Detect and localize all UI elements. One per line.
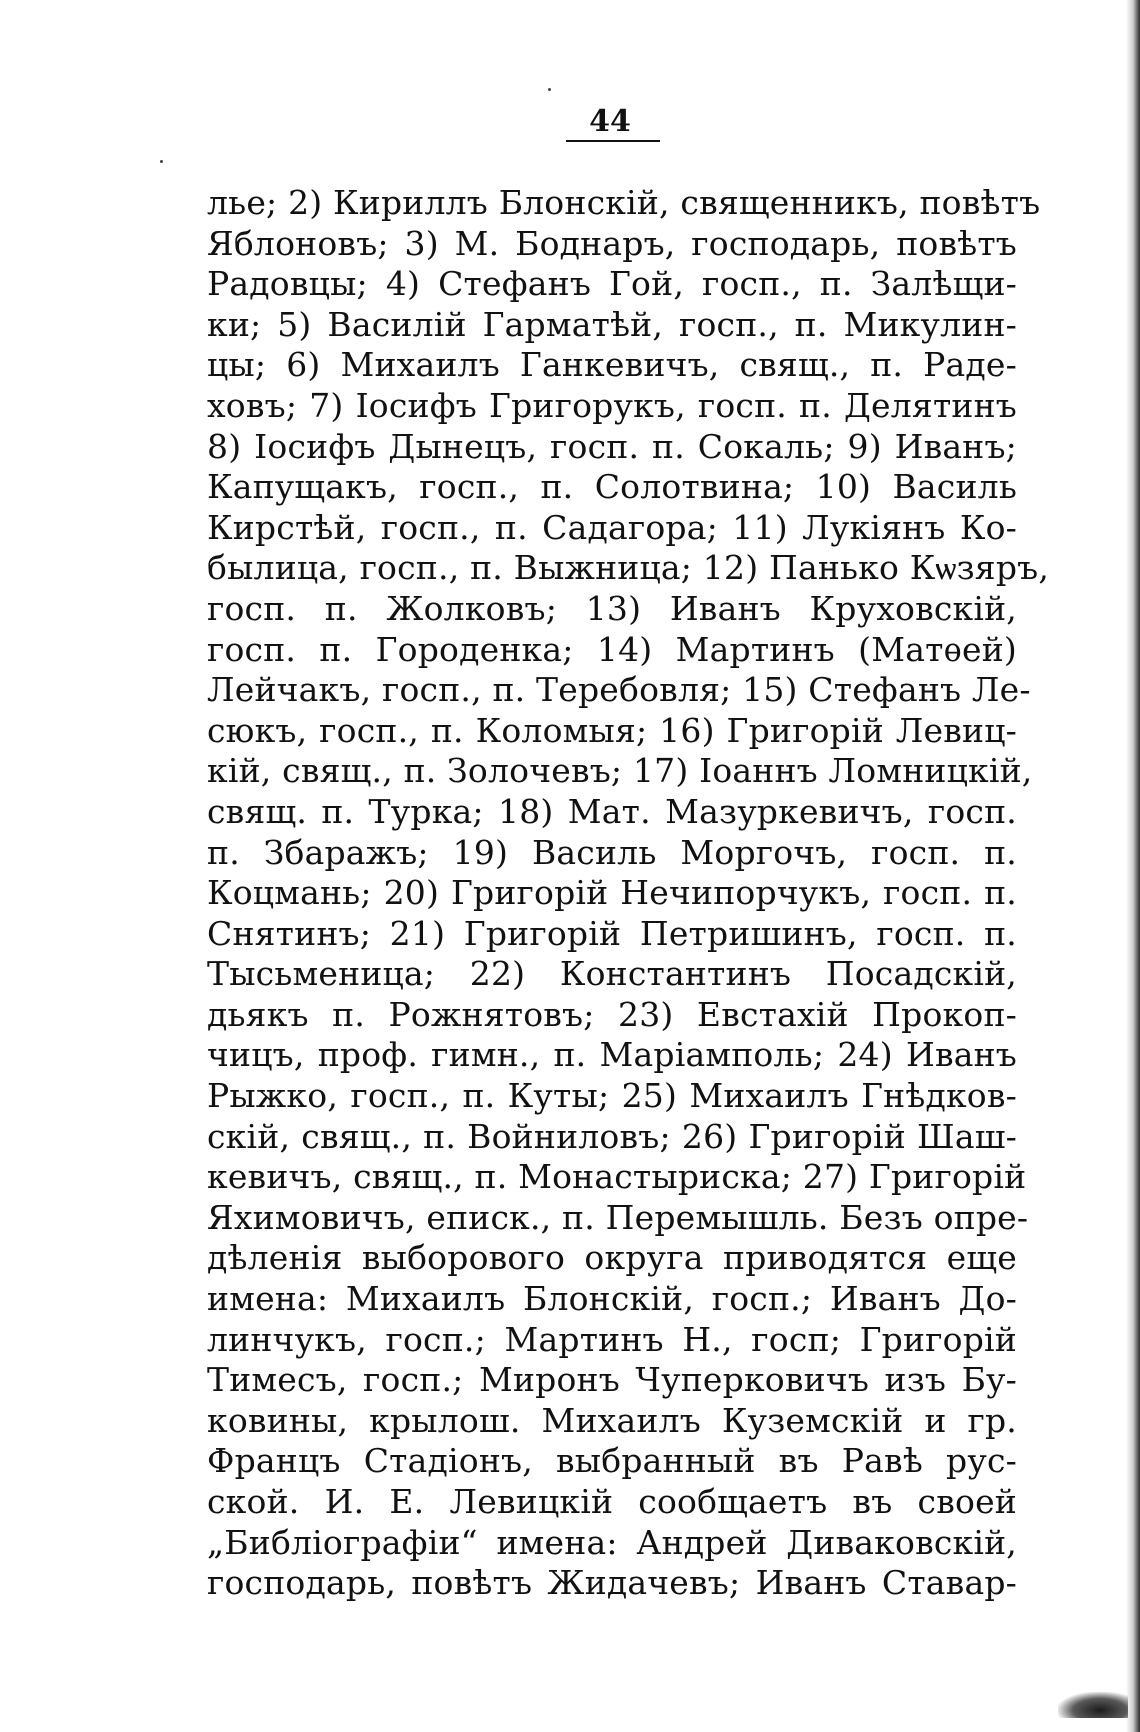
text-line: Лейчакъ, госп., п. Теребовля; 15) Стефанъ Ле- xyxy=(207,670,1031,710)
text-line: Тысьменица; 22) Константинъ Посадскій, xyxy=(207,954,1017,994)
text-line: госп. п. Жолковъ; 13) Иванъ Круховскій, xyxy=(207,588,1017,628)
text-line: Тимесъ, госп.; Миронъ Чуперковичъ изъ Бу- xyxy=(207,1360,1017,1400)
text-line: Рыжко, госп., п. Куты; 25) Михаилъ Гнѣдков- xyxy=(207,1076,1017,1116)
text-line: дѣленія выборового округа приводятся еще xyxy=(207,1238,1017,1278)
text-line: Кирстѣй, госп., п. Садагора; 11) Лукіянъ Ко- xyxy=(207,507,1017,547)
text-line: дьякъ п. Рожнятовъ; 23) Евстахій Прокоп- xyxy=(207,994,1017,1034)
text-line: линчукъ, госп.; Мартинъ Н., госп; Григорій xyxy=(207,1319,1017,1359)
text-line: чицъ, проф. гимн., п. Маріамполь; 24) Иванъ xyxy=(207,1035,1017,1075)
text-line: скій, свящ., п. Войниловъ; 26) Григорій Шаш- xyxy=(207,1116,1017,1156)
text-line: Снятинъ; 21) Григорій Петришинъ, госп. п. xyxy=(207,913,1017,953)
text-line: былица, госп., п. Выжница; 12) Панько Кѡзяръ, xyxy=(207,548,1050,588)
text-line: ской. И. Е. Левицкій сообщаетъ въ своей xyxy=(207,1482,1017,1521)
text-line: кевичъ, свящ., п. Монастыриска; 27) Григорій xyxy=(207,1157,1027,1197)
text-line: Радовцы; 4) Стефанъ Гой, госп., п. Залѣщи- xyxy=(207,264,1017,304)
text-line: Капущакъ, госп., п. Солотвина; 10) Василь xyxy=(207,467,1017,507)
text-line: ки; 5) Василій Гарматѣй, госп., п. Микулин- xyxy=(207,304,1017,344)
text-line: сюкъ, госп., п. Коломыя; 16) Григорій Левиц- xyxy=(207,710,1017,750)
corner-smudge xyxy=(1058,1692,1128,1718)
text-line: 8) Іосифъ Дынецъ, госп. п. Сокаль; 9) Иванъ; xyxy=(207,426,1017,466)
text-line: Коцмань; 20) Григорій Нечипорчукъ, госп. п. xyxy=(207,873,1017,913)
text-line: ковины, крылош. Михаилъ Куземскій и гр. xyxy=(207,1400,1017,1440)
text-line: Францъ Стадіонъ, выбранный въ Равѣ рус- xyxy=(207,1441,1017,1481)
text-line: Яблоновъ; 3) М. Боднаръ, господарь, повѣтъ xyxy=(207,223,1017,263)
text-line: лье; 2) Кириллъ Блонскій, священникъ, повѣтъ xyxy=(207,183,1041,222)
text-line: п. Збаражъ; 19) Василь Моргочъ, госп. п. xyxy=(207,832,1017,872)
print-speck xyxy=(548,88,551,91)
text-line: Яхимовичъ, еписк., п. Перемышль. Безъ опре- xyxy=(207,1197,1029,1237)
text-line: „Библіографіи“ имена: Андрей Диваковскій, xyxy=(207,1522,1017,1562)
page-number-underline xyxy=(566,140,660,142)
page-number: 44 xyxy=(589,104,631,139)
text-line: госп. п. Городенка; 14) Мартинъ (Матѳей) xyxy=(207,629,1017,669)
text-line: свящ. п. Турка; 18) Мат. Мазуркевичъ, госп. xyxy=(207,791,1017,831)
text-line: ховъ; 7) Іосифъ Григорукъ, госп. п. Делятинъ xyxy=(207,385,1017,425)
print-speck xyxy=(160,160,163,163)
text-line: имена: Михаилъ Блонскій, госп.; Иванъ До- xyxy=(207,1279,1017,1319)
text-line: кій, свящ., п. Золочевъ; 17) Іоаннъ Ломницкій, xyxy=(207,751,1033,791)
text-line: господарь, повѣтъ Жидачевъ; Иванъ Ставар- xyxy=(207,1563,1017,1603)
body-text xyxy=(207,183,1050,1604)
text-line: цы; 6) Михаилъ Ганкевичъ, свящ., п. Раде- xyxy=(207,345,1017,385)
page-edge-shadow xyxy=(1126,0,1140,1732)
